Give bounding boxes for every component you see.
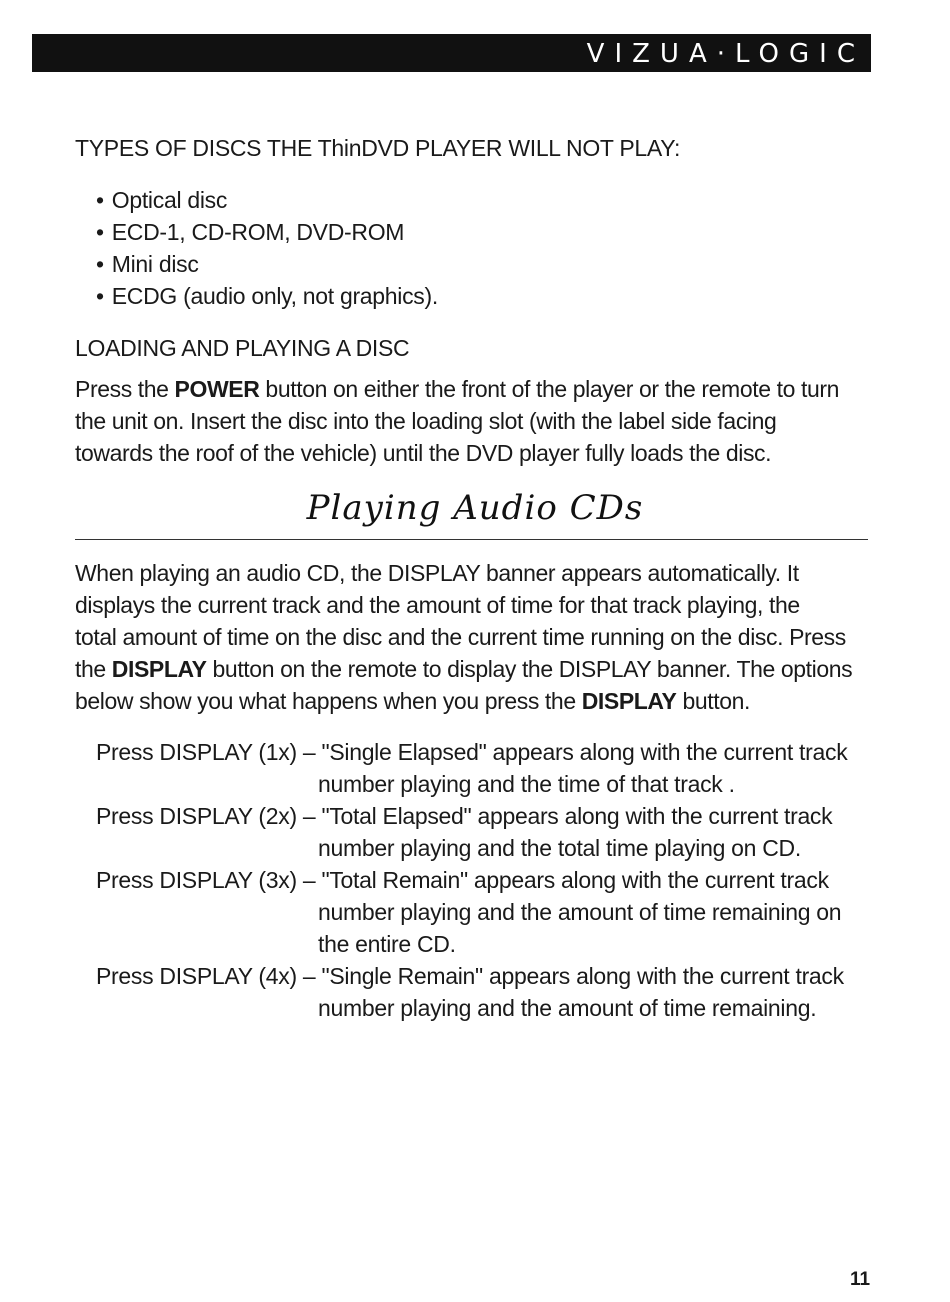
display-option-4: Press DISPLAY (4x) – "Single Remain" appears along with the current track — [96, 963, 844, 989]
paragraph-line: Press the POWER button on either the front of the player or the remote to turn — [75, 376, 839, 402]
display-option-1: Press DISPLAY (1x) – "Single Elapsed" appears along with the current track — [96, 739, 848, 765]
list-item: • ECD-1, CD-ROM, DVD-ROM — [96, 216, 438, 248]
unsupported-disc-list — [96, 184, 438, 312]
audio-paragraph — [75, 557, 875, 717]
display-option-3-detail: number playing and the amount of time remaining on — [318, 899, 842, 925]
page-number: 11 — [850, 1269, 871, 1290]
header-bar — [32, 34, 871, 72]
paragraph-line: the DISPLAY button on the remote to display the DISPLAY banner. The options — [75, 656, 853, 682]
power-keyword: POWER — [174, 376, 260, 402]
display-option-2: Press DISPLAY (2x) – "Total Elapsed" appears along with the current track — [96, 803, 833, 829]
types-heading: TYPES OF DISCS THE ThinDVD PLAYER WILL NOT PLAY: — [75, 135, 681, 161]
display-option-2-detail: number playing and the total time playing on CD. — [318, 835, 801, 861]
title-divider — [75, 539, 868, 540]
list-item: • Mini disc — [96, 248, 438, 280]
display-keyword: DISPLAY — [111, 656, 207, 682]
paragraph-line: displays the current track and the amount of time for that track playing, the — [75, 592, 800, 618]
paragraph-line: below show you what happens when you press the DISPLAY button. — [75, 688, 751, 714]
paragraph-line: towards the roof of the vehicle) until the DVD player fully loads the disc. — [75, 440, 772, 466]
list-item: • ECDG (audio only, not graphics). — [96, 280, 438, 312]
paragraph-line: the unit on. Insert the disc into the loading slot (with the label side facing — [75, 408, 777, 434]
paragraph-line: When playing an audio CD, the DISPLAY banner appears automatically. It — [75, 560, 799, 586]
loading-heading: LOADING AND PLAYING A DISC — [75, 335, 410, 361]
brand-logo: VIZUA·LOGIC — [586, 39, 865, 69]
display-keyword: DISPLAY — [581, 688, 677, 714]
paragraph-line: total amount of time on the disc and the current time running on the disc. Press — [75, 624, 846, 650]
display-option-4-detail: number playing and the amount of time remaining. — [318, 995, 817, 1021]
display-option-3-detail: the entire CD. — [318, 931, 456, 957]
list-item: • Optical disc — [96, 184, 438, 216]
display-option-3: Press DISPLAY (3x) – "Total Remain" appears along with the current track — [96, 867, 829, 893]
loading-paragraph — [75, 373, 875, 469]
display-option-1-detail: number playing and the time of that track . — [318, 771, 735, 797]
section-title: Playing Audio CDs — [306, 488, 644, 528]
